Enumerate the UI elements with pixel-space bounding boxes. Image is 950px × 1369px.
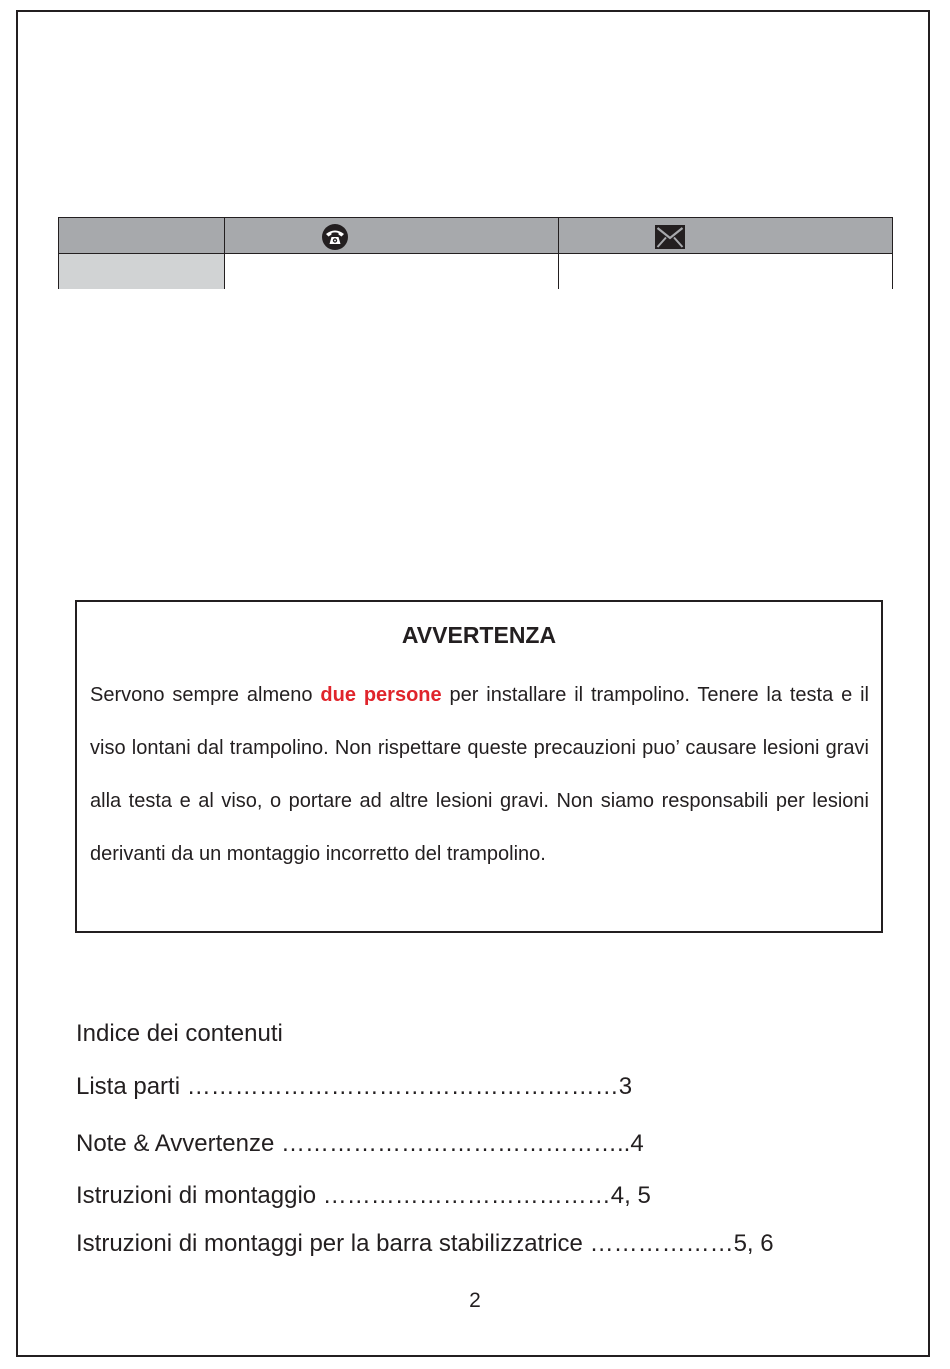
warning-title: AVVERTENZA	[401, 622, 557, 648]
envelope-icon	[654, 223, 686, 251]
toc-item-istruzioni-montaggio: Istruzioni di montaggio ………………………………4, 5	[76, 1182, 651, 1209]
contact-header-cell-phone	[225, 218, 559, 253]
contact-cell-label	[59, 254, 225, 289]
warning-text-end: per installare il trampolino. Tenere la testa e il viso lontani dal trampolino. Non rispettare queste precauzioni puo’ causare lesioni gravi alla testa e al viso, o portare ad altre lesioni gravi. Non siamo responsabili per lesioni derivanti da un montaggio incorretto del trampolino.	[90, 684, 869, 865]
contact-cell-phone	[225, 254, 559, 289]
toc-item-barra-stabilizzatrice: Istruzioni di montaggi per la barra stabilizzatrice ………………5, 6	[76, 1230, 774, 1257]
warning-box	[75, 600, 883, 933]
toc-item-note-avvertenze: Note & Avvertenze ……………………………………..4	[76, 1130, 644, 1157]
contact-table-row	[59, 254, 892, 289]
warning-highlight: due persone	[320, 684, 442, 706]
warning-text	[90, 669, 869, 881]
page-number: 2	[469, 1289, 481, 1312]
contact-header-cell-label	[59, 218, 225, 253]
contact-table-header-row	[59, 218, 892, 254]
toc-title: Indice dei contenuti	[76, 1020, 283, 1047]
warning-text-start: Servono sempre almeno	[90, 684, 321, 706]
contact-table	[58, 217, 893, 289]
phone-icon	[319, 223, 351, 251]
toc-item-lista-parti: Lista parti ………………………………………………3	[76, 1073, 633, 1100]
contact-cell-email	[559, 254, 892, 289]
contact-header-cell-email	[559, 218, 892, 253]
